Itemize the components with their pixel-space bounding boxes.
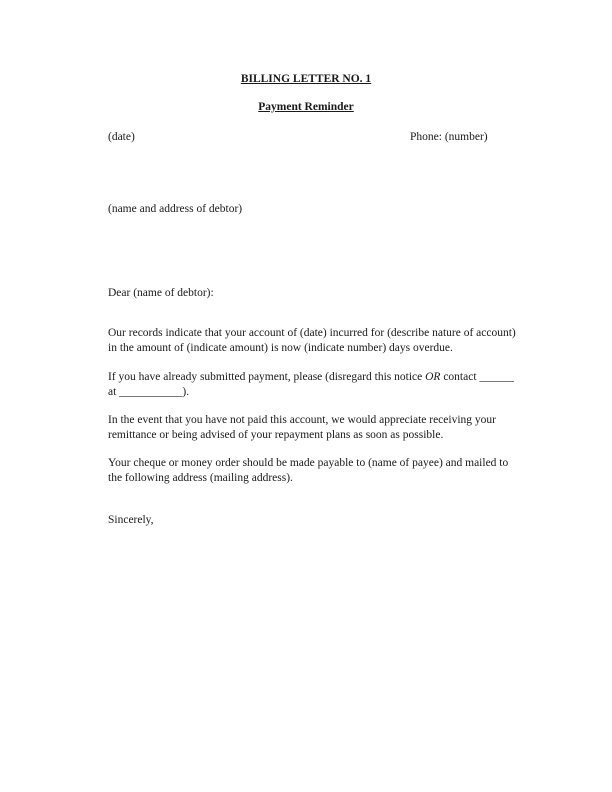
paragraph-cheque [108, 456, 538, 486]
paragraph-line [108, 370, 538, 385]
letter-subtitle: Payment Reminder [258, 101, 354, 113]
paragraph-line: Your cheque or money order should be made payable to (name of payee) and mailed to [108, 457, 509, 469]
paragraph-line: at ___________). [108, 386, 190, 398]
paragraph-account-overdue [108, 326, 538, 356]
paragraph-text: If you have already submitted payment, please (disregard this notice [108, 371, 426, 383]
debtor-address: (name and address of debtor) [108, 203, 243, 215]
paragraph-line: Our records indicate that your account of (date) incurred for (describe nature of account) [108, 327, 516, 339]
paragraph-text: contact ______ [440, 371, 514, 383]
date-placeholder: (date) [108, 131, 135, 143]
phone-label: Phone: (number) [410, 131, 488, 143]
paragraph-line: remittance or being advised of your repayment plans as soon as possible. [108, 429, 444, 441]
paragraph-line: the following address (mailing address). [108, 472, 293, 484]
closing: Sincerely, [108, 514, 154, 526]
emphasis-or: OR [425, 371, 441, 383]
paragraph-line: In the event that you have not paid this account, we would appreciate receiving your [108, 414, 496, 426]
paragraph-payment-submitted [108, 370, 538, 400]
paragraph-line: in the amount of (indicate amount) is now (indicate number) days overdue. [108, 342, 453, 354]
salutation: Dear (name of debtor): [108, 287, 214, 299]
letter-title: BILLING LETTER NO. 1 [240, 73, 372, 85]
paragraph-remittance [108, 413, 538, 443]
